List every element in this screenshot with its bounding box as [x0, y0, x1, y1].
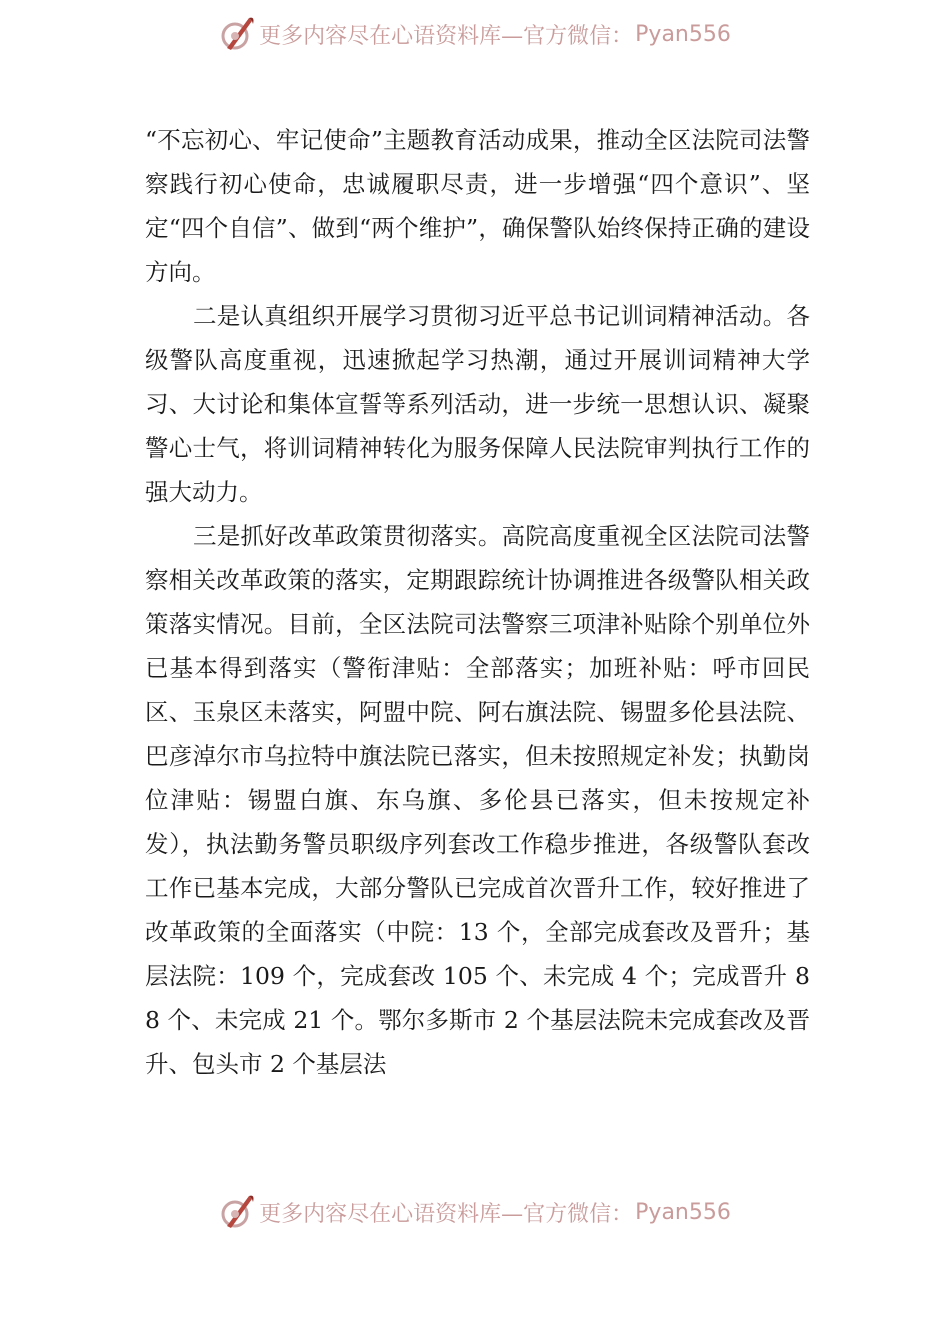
watermark-brand: Pyan556	[635, 21, 731, 47]
paragraph-2: 二是认真组织开展学习贯彻习近平总书记训词精神活动。各级警队高度重视，迅速掀起学习热潮，通过开展训词精神大学习、大讨论和集体宣誓等系列活动，进一步统一思想认识、凝聚警心士气，将训词精神转化为服务保障人民法院审判执行工作的强大动力。	[145, 302, 810, 506]
paragraph-3: 三是抓好改革政策贯彻落实。高院高度重视全区法院司法警察相关改革政策的落实，定期跟踪统计协调推进各级警队相关政策落实情况。目前，全区法院司法警察三项津补贴除个别单位外已基本得到落实（警衔津贴：全部落实；加班补贴：呼市回民区、玉泉区未落实，阿盟中院、阿右旗法院、锡盟多伦县法院、巴彦淖尔市乌拉特中旗法院已落实，但未按照规定补发；执勤岗位津贴：锡盟白旗、东乌旗、多伦县已落实，但未按规定补发），执法勤务警员职级序列套改工作稳步推进，各级警队套改工作已基本完成，大部分警队已完成首次晋升工作，较好推进了改革政策的全面落实（中院：13 个，全部完成套改及晋升；基层法院：109 个，完成套改 105 个、未完成 4 个；完成晋升 88 个、未完成 21 个。鄂尔多斯市 2 个基层法院未完成套改及晋升、包头市 2 个基层法	[145, 522, 810, 1078]
watermark-footer	[0, 1192, 950, 1232]
watermark-brand: Pyan556	[635, 1199, 731, 1225]
quill-pen-logo-icon	[219, 14, 255, 54]
quill-pen-logo-icon	[219, 1192, 255, 1232]
watermark-header	[0, 14, 950, 54]
document-body	[145, 118, 810, 1086]
watermark-text: 更多内容尽在心语资料库—官方微信：	[259, 23, 634, 49]
watermark-text: 更多内容尽在心语资料库—官方微信：	[259, 1201, 634, 1227]
paragraph-1: “不忘初心、牢记使命”主题教育活动成果，推动全区法院司法警察践行初心使命，忠诚履职尽责，进一步增强“四个意识”、坚定“四个自信”、做到“两个维护”，确保警队始终保持正确的建设方向。	[145, 126, 810, 286]
